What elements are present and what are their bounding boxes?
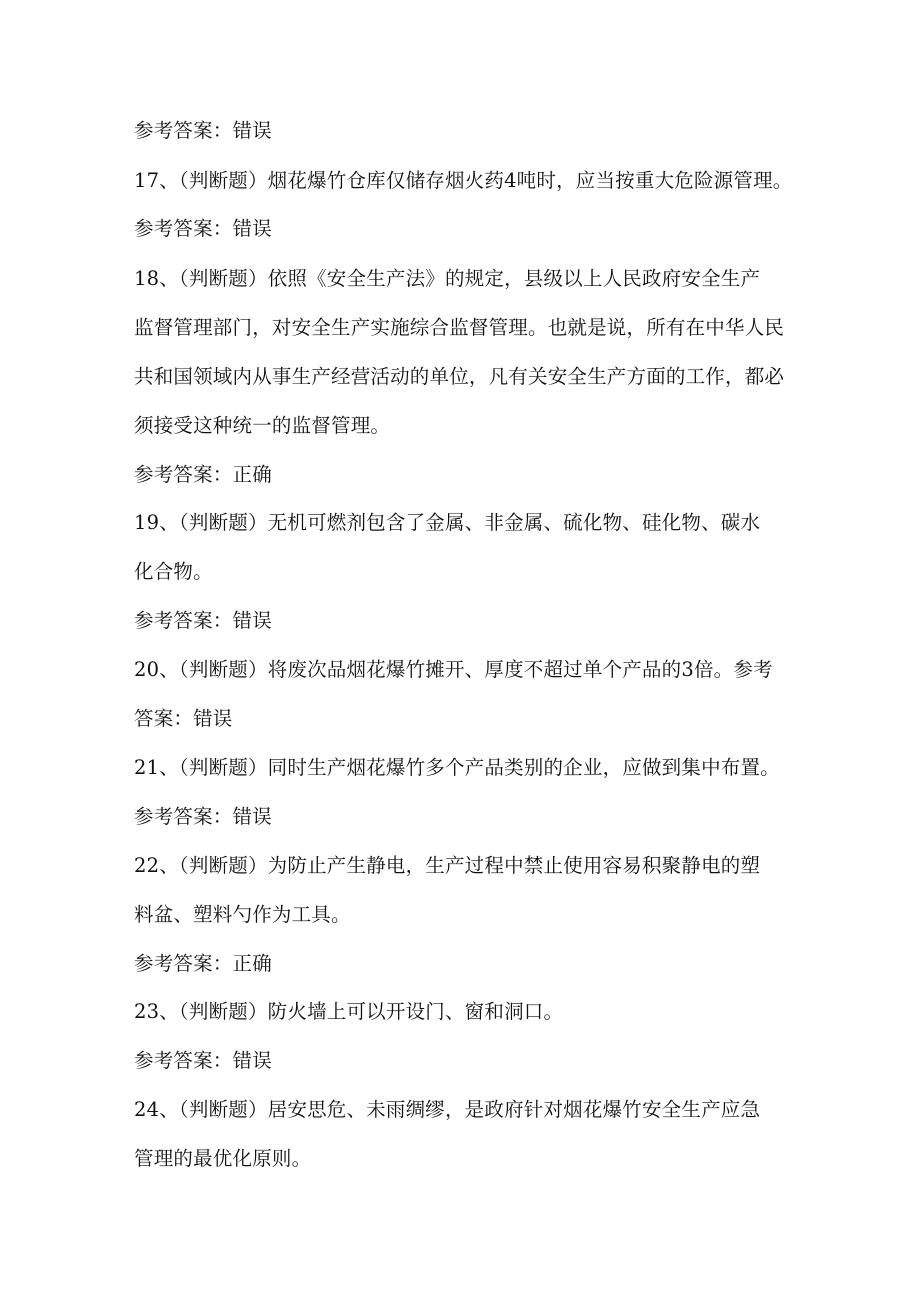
answer-18: 参考答案：正确 (134, 463, 272, 486)
question-18-line-1: 18、（判断题）依照《安全生产法》的规定，县级以上人民政府安全生产 (134, 267, 761, 290)
answer-21: 参考答案：错误 (134, 805, 272, 828)
question-22-line-2: 料盆、塑料勺作为工具。 (134, 903, 351, 926)
question-18-line-4: 须接受这种统一的监督管理。 (134, 414, 391, 437)
answer-16: 参考答案：错误 (134, 119, 272, 142)
question-18-line-2: 监督管理部门，对安全生产实施综合监督管理。也就是说，所有在中华人民 (134, 316, 785, 339)
question-22-line-1: 22、（判断题）为防止产生静电，生产过程中禁止使用容易积聚静电的塑 (134, 854, 761, 877)
answer-17: 参考答案：错误 (134, 217, 272, 240)
question-17: 17、（判断题）烟花爆竹仓库仅储存烟火药4吨时，应当按重大危险源管理。 (134, 169, 793, 192)
question-20-line-1: 20、（判断题）将废次品烟花爆竹摊开、厚度不超过单个产品的3倍。参考 (134, 658, 773, 681)
question-21: 21、（判断题）同时生产烟花爆竹多个产品类别的企业，应做到集中布置。 (134, 756, 780, 779)
question-18-line-3: 共和国领域内从事生产经营活动的单位，凡有关安全生产方面的工作，都必 (134, 365, 785, 388)
question-23: 23、（判断题）防火墙上可以开设门、窗和洞口。 (134, 1000, 564, 1023)
question-24-line-1: 24、（判断题）居安思危、未雨绸缪，是政府针对烟花爆竹安全生产应急 (134, 1098, 761, 1121)
question-19-line-2: 化合物。 (134, 560, 213, 583)
question-19-line-1: 19、（判断题）无机可燃剂包含了金属、非金属、硫化物、硅化物、碳水 (134, 511, 761, 534)
question-20-line-2: 答案：错误 (134, 707, 233, 730)
question-24-line-2: 管理的最优化原则。 (134, 1147, 312, 1170)
answer-22: 参考答案：正确 (134, 952, 272, 975)
answer-23: 参考答案：错误 (134, 1049, 272, 1072)
answer-19: 参考答案：错误 (134, 609, 272, 632)
